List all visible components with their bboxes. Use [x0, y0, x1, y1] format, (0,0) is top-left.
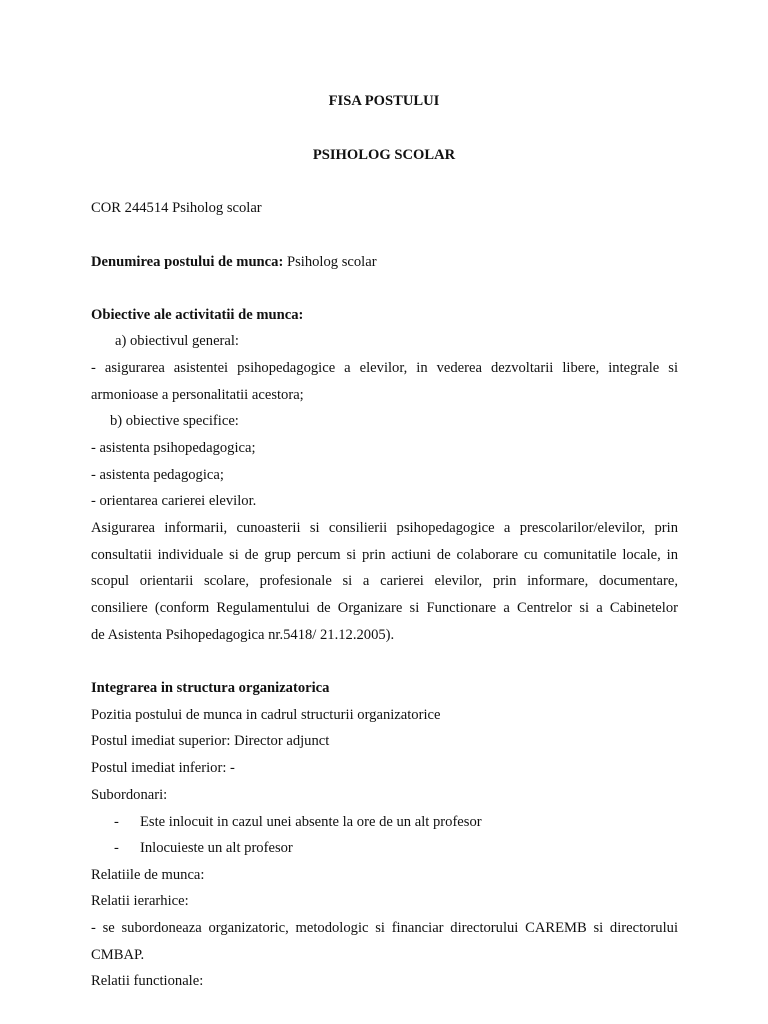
- job-name-label: Denumirea postului de munca:: [91, 254, 284, 270]
- list-dash: -: [114, 814, 119, 830]
- job-name-value: Psiholog scolar: [286, 254, 377, 270]
- paragraph-line: consultatii individuale si de grup percum si prin actiuni de colaborare cu comunitatile locale, in: [91, 547, 678, 563]
- subordination-item-text: Este inlocuit in cazul unei absente la ore de un alt profesor: [140, 814, 482, 830]
- integration-heading: Integrarea in structura organizatorica: [91, 680, 330, 696]
- paragraph-line: Asigurarea informarii, cunoasterii si consilierii psihopedagogice a prescolarilor/elevilor, prin: [91, 520, 678, 536]
- subordination-item-text: Inlocuieste un alt profesor: [140, 840, 293, 856]
- superior-line: Postul imediat superior: Director adjunct: [91, 733, 330, 749]
- document-subtitle: PSIHOLOG SCOLAR: [312, 147, 456, 163]
- subordination-item: [114, 813, 482, 831]
- functional-relations-label: Relatii functionale:: [91, 973, 204, 989]
- list-dash: -: [114, 840, 119, 856]
- hierarchical-relations-line-1: - se subordoneaza organizatoric, metodologic si financiar directorului CAREMB si directorului: [91, 920, 678, 936]
- work-relations-label: Relatiile de munca:: [91, 867, 205, 883]
- cor-code-line: COR 244514 Psiholog scolar: [91, 200, 262, 216]
- specific-objective-item: - orientarea carierei elevilor.: [91, 493, 257, 509]
- specific-objective-item: - asistenta psihopedagogica;: [91, 440, 256, 456]
- specific-objective-item: - asistenta pedagogica;: [91, 467, 224, 483]
- document-title: FISA POSTULUI: [328, 93, 440, 109]
- hierarchical-relations-label: Relatii ierarhice:: [91, 893, 189, 909]
- general-objective-label: a) obiectivul general:: [115, 333, 239, 349]
- subordination-label: Subordonari:: [91, 787, 168, 803]
- paragraph-line: consiliere (conform Regulamentului de Organizare si Functionare a Centrelor si a Cabinetelor: [91, 600, 678, 616]
- general-objective-line-1: - asigurarea asistentei psihopedagogice a elevilor, in vederea dezvoltarii libere, integrale si: [91, 360, 678, 376]
- job-name-line: [91, 253, 377, 271]
- general-objective-line-2: armonioase a personalitatii acestora;: [91, 387, 304, 403]
- position-line: Pozitia postului de munca in cadrul structurii organizatorice: [91, 707, 441, 723]
- inferior-line: Postul imediat inferior: -: [91, 760, 235, 776]
- hierarchical-relations-line-2: CMBAP.: [91, 947, 145, 963]
- specific-objectives-label: b) obiective specifice:: [110, 413, 239, 429]
- paragraph-line: scopul orientarii scolare, profesionale si a carierei elevilor, prin informare, documentare,: [91, 573, 678, 589]
- paragraph-line: de Asistenta Psihopedagogica nr.5418/ 21.12.2005).: [91, 627, 395, 643]
- subordination-item: [114, 839, 293, 857]
- objectives-heading: Obiective ale activitatii de munca:: [91, 307, 304, 323]
